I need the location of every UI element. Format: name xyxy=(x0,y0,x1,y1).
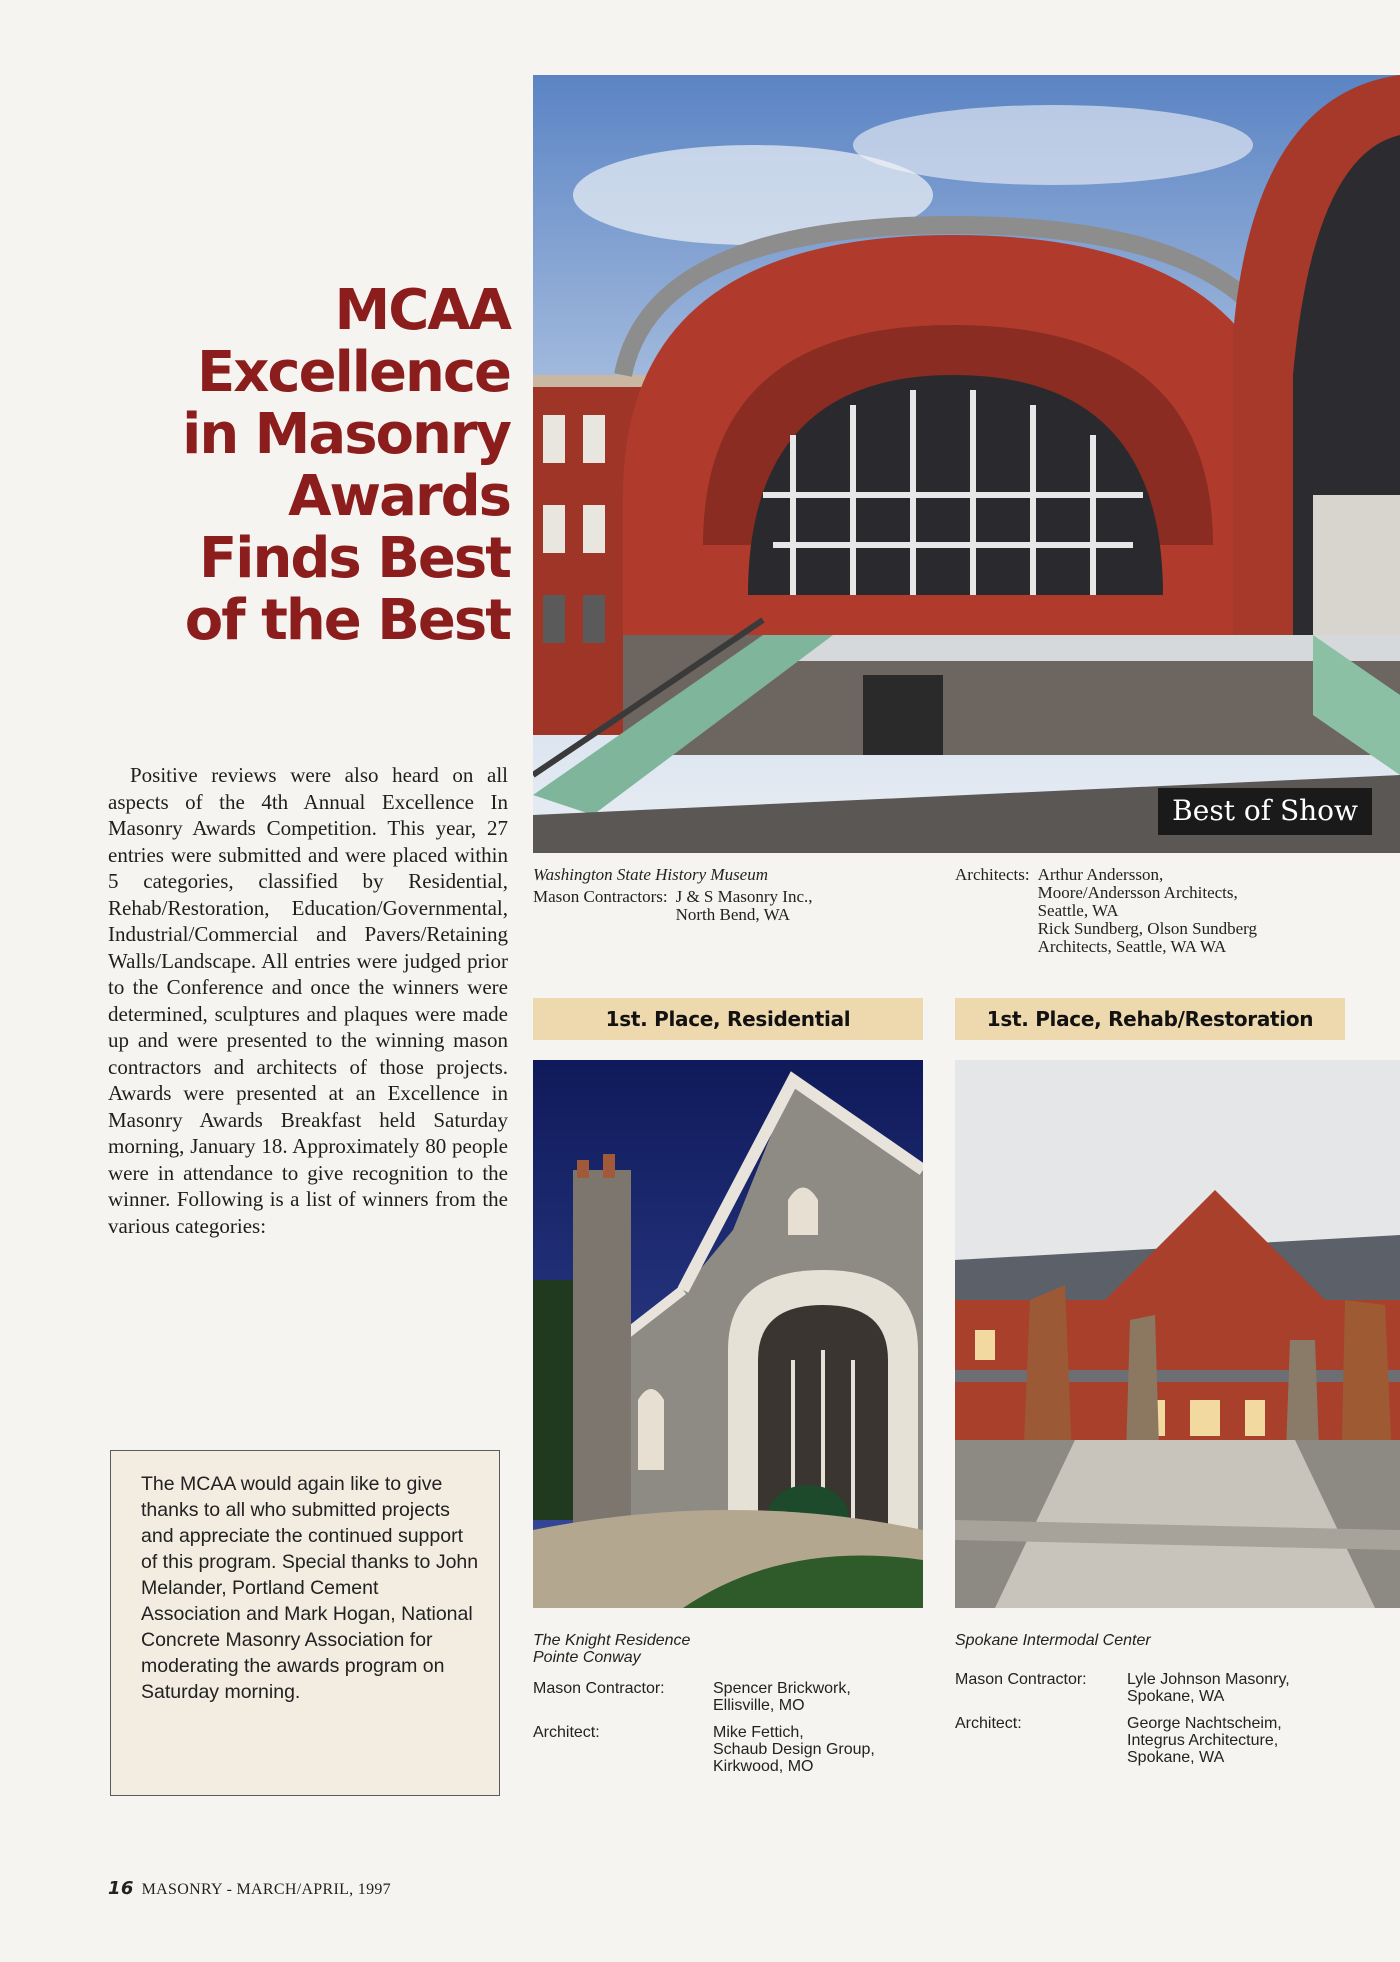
architect-line: Mike Fettich, xyxy=(713,1724,804,1741)
rehab-photo xyxy=(955,1060,1400,1608)
project-name: Spokane Intermodal Center xyxy=(955,1632,1151,1649)
mason-label: Mason Contractor: xyxy=(533,1680,665,1697)
residential-caption xyxy=(533,1632,933,1775)
best-of-show-photo xyxy=(533,75,1400,853)
museum-illustration xyxy=(533,75,1400,853)
page-number: 16 xyxy=(108,1878,134,1899)
footer-text: MASONRY - MARCH/APRIL, 1997 xyxy=(141,1881,391,1898)
architect-line: Seattle, WA xyxy=(1037,901,1119,920)
project-name-line: The Knight Residence xyxy=(533,1632,691,1649)
architect-line: Kirkwood, MO xyxy=(713,1758,814,1775)
architect-line: Schaub Design Group, xyxy=(713,1741,875,1758)
architect-line: Spokane, WA xyxy=(1127,1749,1225,1766)
architect-line: Rick Sundberg, Olson Sundberg xyxy=(1037,919,1258,938)
residence-illustration xyxy=(533,1060,923,1608)
thanks-box xyxy=(110,1450,500,1796)
architect-line: Architects, Seattle, WA WA xyxy=(1037,937,1227,956)
mason-line: Spencer Brickwork, xyxy=(713,1680,851,1697)
intro-paragraph: Positive reviews were also heard on all aspects of the 4th Annual Excellence In Masonry Awards Competition. This year, 27 entries were submitted and were placed within 5 categories, classified by Residential, Rehab/Restoration, Education/Governmental, Industrial/Commercial and Pavers/Retaining Walls/Landscape. All entries were judged prior to the Conference and once the winners were determined, sculptures and plaques were made up and were presented to the winning mason contractors and architects of those projects. Awards were presented at an Excellence in Masonry Awards Breakfast held Saturday morning, January 18. Approximately 80 people were in attendance to give recognition to the winner. Following is a list of winners from the various categories: xyxy=(108,763,508,1238)
headline-line: Finds Best xyxy=(199,526,510,591)
best-of-show-caption xyxy=(533,866,933,924)
mason-line: Spokane, WA xyxy=(1127,1688,1225,1705)
mason-label: Mason Contractor: xyxy=(955,1671,1087,1688)
project-name: Washington State History Museum xyxy=(533,865,769,884)
architect-label: Architect: xyxy=(533,1724,600,1741)
mason-line: Ellisville, MO xyxy=(713,1697,805,1714)
intermodal-illustration xyxy=(955,1060,1400,1608)
headline-line: Excellence xyxy=(197,340,510,405)
mason-line: North Bend, WA xyxy=(675,905,791,924)
headline-line: in Masonry xyxy=(182,402,510,467)
architect-label: Architect: xyxy=(955,1715,1022,1732)
best-of-show-architects xyxy=(955,866,1395,956)
best-of-show-badge: Best of Show xyxy=(1158,788,1372,835)
project-name-line: Pointe Conway xyxy=(533,1649,641,1666)
award-bar-rehab: 1st. Place, Rehab/Restoration xyxy=(955,998,1345,1040)
architect-line: Arthur Andersson, xyxy=(1037,865,1164,884)
headline xyxy=(100,280,510,652)
rehab-caption xyxy=(955,1632,1395,1766)
residential-photo xyxy=(533,1060,923,1608)
award-bar-residential: 1st. Place, Residential xyxy=(533,998,923,1040)
headline-line: MCAA xyxy=(334,278,510,343)
page-footer xyxy=(108,1878,391,1899)
architect-line: George Nachtscheim, xyxy=(1127,1715,1282,1732)
thanks-text: The MCAA would again like to give thanks to all who submitted projects and appreciate the continued support of this program. Special thanks to John Melander, Portland Cement Association and Mark Hogan, National Concrete Masonry Association for moderating the awards program on Saturday morning. xyxy=(141,1473,479,1703)
mason-line: J & S Masonry Inc., xyxy=(675,887,813,906)
mason-label: Mason Contractors: xyxy=(533,887,668,906)
headline-line: of the Best xyxy=(184,588,510,653)
architect-label: Architects: xyxy=(955,865,1030,884)
architect-line: Moore/Andersson Architects, xyxy=(1037,883,1238,902)
mason-line: Lyle Johnson Masonry, xyxy=(1127,1671,1290,1688)
headline-line: Awards xyxy=(288,464,510,529)
architect-line: Integrus Architecture, xyxy=(1127,1732,1279,1749)
